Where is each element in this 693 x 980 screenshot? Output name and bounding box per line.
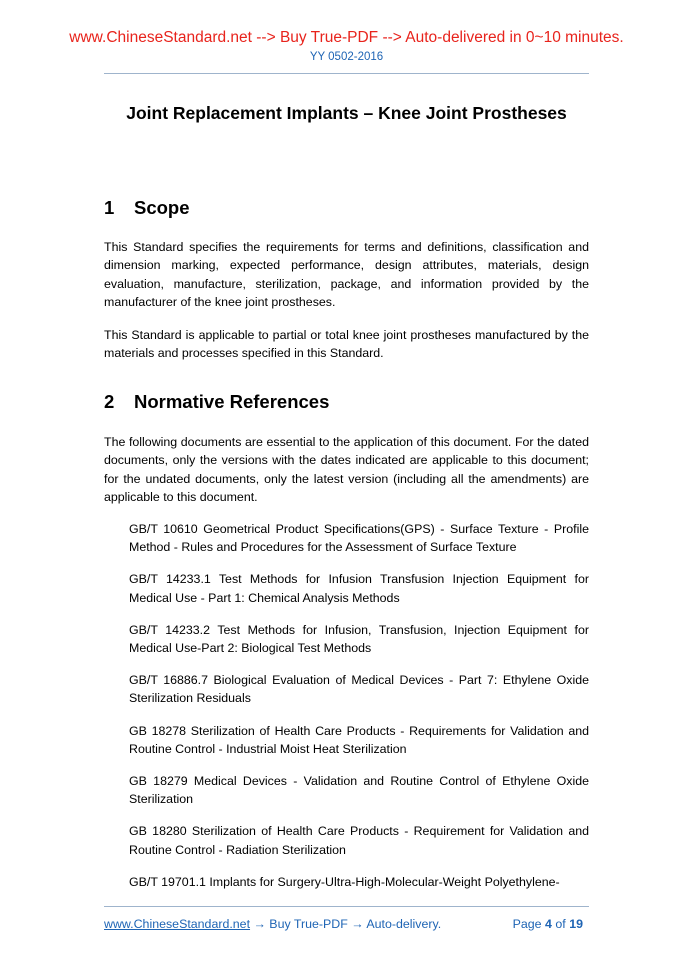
section-number: 2 xyxy=(104,391,115,412)
section-heading-scope xyxy=(104,197,190,219)
references-intro-paragraph: The following documents are essential to the application of this document. For the dated documents, only the versions with the dates indicated are applicable to this document; for the undated documents, only the latest version (including all the amendments) are applicable to this document. xyxy=(104,435,589,504)
page-total: 19 xyxy=(569,917,583,931)
footer-divider xyxy=(104,906,589,907)
reference-item: GB/T 19701.1 Implants for Surgery-Ultra-High-Molecular-Weight Polyethylene- xyxy=(129,874,560,889)
reference-list xyxy=(129,520,589,905)
header-divider xyxy=(104,73,589,74)
page-of-label: of xyxy=(555,917,566,931)
reference-item: GB 18279 Medical Devices - Validation and Routine Control of Ethylene Oxide Sterilization xyxy=(129,773,589,807)
page-indicator xyxy=(513,917,583,931)
footer-site-link[interactable]: www.ChineseStandard.net xyxy=(104,917,251,931)
reference-item: GB 18280 Sterilization of Health Care Products - Requirement for Validation and Routine Control - Radiation Sterilization xyxy=(129,824,589,857)
reference-item: GB/T 14233.1 Test Methods for Infusion Transfusion Injection Equipment for Medical Use - Part 1: Chemical Analysis Methods xyxy=(129,572,589,605)
standard-code: YY 0502-2016 xyxy=(309,51,384,63)
promo-banner[interactable]: www.ChineseStandard.net --> Buy True-PDF --> Auto-delivered in 0~10 minutes. xyxy=(69,29,624,46)
scope-paragraph-1: This Standard specifies the requirements for terms and definitions, classification and dimension marking, expected performance, design attributes, materials, design evaluation, manufacture, sterilization, package, and information provided by the manufacturer of the knee joint prostheses. xyxy=(104,240,589,309)
reference-item: GB/T 10610 Geometrical Product Specifications(GPS) - Surface Texture - Profile Method - Rules and Procedures for the Assessment of Surface Texture xyxy=(129,522,589,555)
reference-item: GB 18278 Sterilization of Health Care Products - Requirements for Validation and Routine Control - Industrial Moist Heat Sterilization xyxy=(129,723,589,756)
page-current: 4 xyxy=(545,917,552,931)
reference-item: GB/T 16886.7 Biological Evaluation of Medical Devices - Part 7: Ethylene Oxide Sterilization Residuals xyxy=(129,673,589,706)
page-label: Page xyxy=(512,917,542,931)
page-footer xyxy=(104,917,589,931)
footer-delivery-text: → Buy True-PDF → Auto-delivery. xyxy=(250,917,442,931)
section-number: 1 xyxy=(104,197,115,218)
scope-paragraph-2: This Standard is applicable to partial or total knee joint prostheses manufactured by the materials and processes specified in this Standard. xyxy=(104,328,589,361)
reference-item: GB/T 14233.2 Test Methods for Infusion, Transfusion, Injection Equipment for Medical Use-Part 2: Biological Test Methods xyxy=(129,622,589,656)
document-title: Joint Replacement Implants – Knee Joint Prostheses xyxy=(126,103,567,123)
section-title: Normative References xyxy=(134,391,330,412)
section-heading-normative-references xyxy=(104,391,329,413)
section-title: Scope xyxy=(134,197,190,218)
